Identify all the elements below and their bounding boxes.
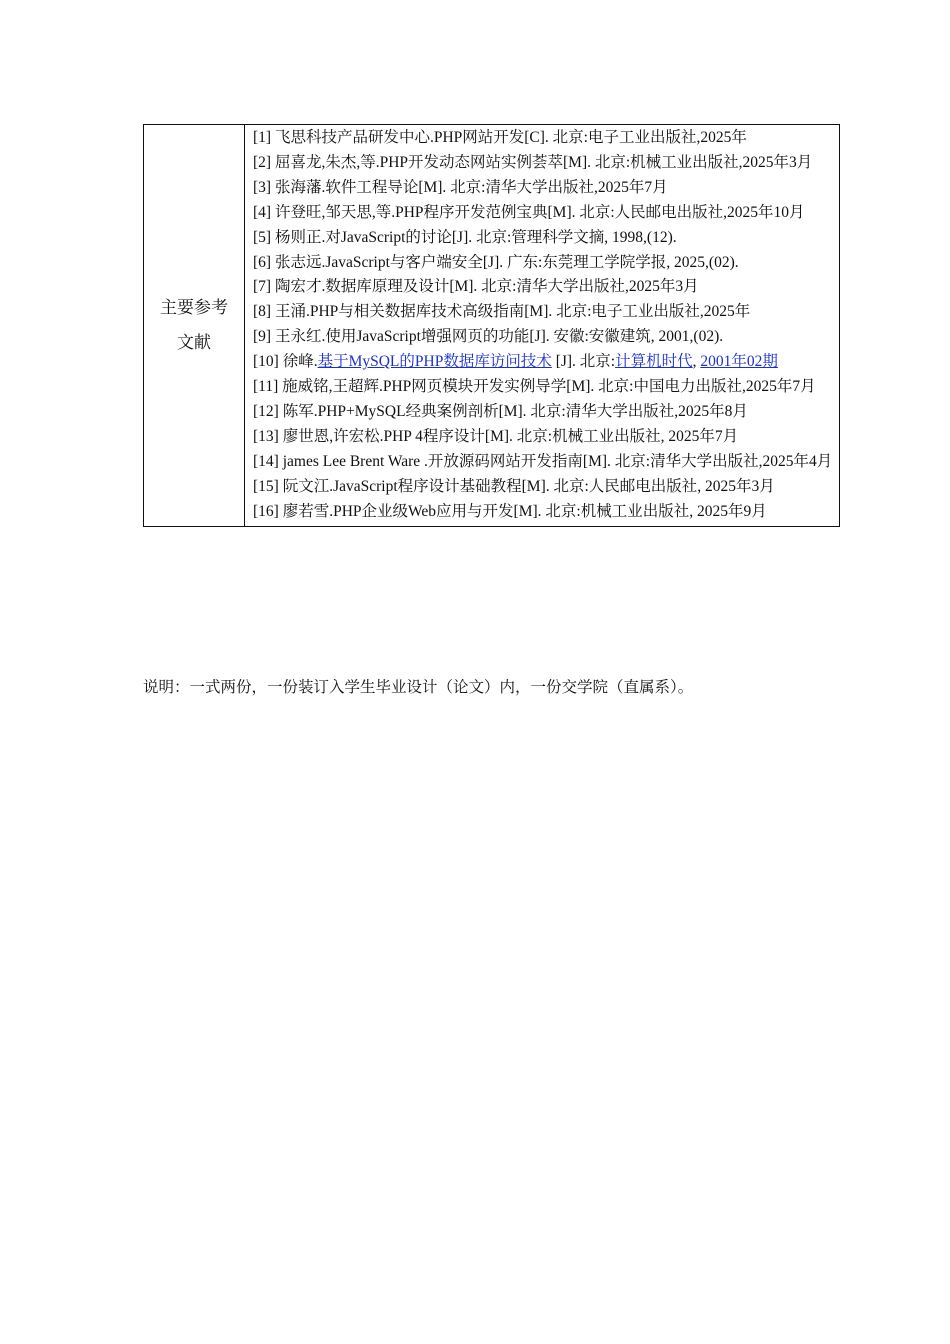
- reference-item: [13] 廖世恩,许宏松.PHP 4程序设计[M]. 北京:机械工业出版社, 2025年7月: [253, 427, 739, 445]
- reference-item: [3] 张海藩.软件工程导论[M]. 北京:清华大学出版社,2025年7月: [253, 178, 668, 196]
- reference-10-issue-link[interactable]: 2001年02期: [700, 353, 778, 371]
- references-row: [144, 125, 840, 527]
- reference-item: [5] 杨则正.对JavaScript的讨论[J]. 北京:管理科学文摘, 1998,(12).: [253, 228, 677, 246]
- references-label-cell: [144, 125, 245, 527]
- footnote-instructions: 说明：一式两份，一份装订入学生毕业设计（论文）内，一份交学院（直属系）。: [143, 679, 694, 696]
- reference-item: [12] 陈军.PHP+MySQL经典案例剖析[M]. 北京:清华大学出版社,2025年8月: [253, 402, 748, 420]
- reference-item: [2] 屈喜龙,朱杰,等.PHP开发动态网站实例荟萃[M]. 北京:机械工业出版社,2025年3月: [253, 153, 813, 171]
- references-label-line-1: 主要参考: [160, 298, 228, 318]
- reference-item: [9] 王永红.使用JavaScript增强网页的功能[J]. 安徽:安徽建筑, 2001,(02).: [253, 328, 724, 346]
- reference-item: [15] 阮文江.JavaScript程序设计基础教程[M]. 北京:人民邮电出版社, 2025年3月: [253, 477, 775, 495]
- reference-item: [7] 陶宏才.数据库原理及设计[M]. 北京:清华大学出版社,2025年3月: [253, 278, 699, 296]
- reference-item-10: [253, 350, 835, 375]
- reference-item: [16] 廖若雪.PHP企业级Web应用与开发[M]. 北京:机械工业出版社, 2025年9月: [253, 502, 767, 520]
- reference-item: [6] 张志远.JavaScript与客户端安全[J]. 广东:东莞理工学院学报, 2025,(02).: [253, 253, 739, 271]
- reference-item: [8] 王涌.PHP与相关数据库技术高级指南[M]. 北京:电子工业出版社,2025年: [253, 303, 751, 321]
- reference-10-comma: ,: [692, 353, 701, 371]
- reference-item: [1] 飞思科技产品研发中心.PHP网站开发[C]. 北京:电子工业出版社,2025年: [253, 129, 747, 146]
- reference-10-journal-link[interactable]: 计算机时代: [615, 353, 693, 371]
- references-table: [143, 124, 840, 527]
- reference-item: [11] 施威铭,王超辉.PHP网页模块开发实例导学[M]. 北京:中国电力出版社,2025年7月: [253, 378, 816, 396]
- reference-item: [4] 许登旺,邹天思,等.PHP程序开发范例宝典[M]. 北京:人民邮电出版社,2025年10月: [253, 203, 805, 221]
- reference-10-mid: [J]. 北京:: [551, 353, 616, 371]
- reference-item: [14] james Lee Brent Ware .开放源码网站开发指南[M]. 北京:清华大学出版社,2025年4月: [253, 452, 833, 470]
- reference-10-prefix: [10] 徐峰.: [253, 353, 318, 371]
- references-label-line-2: 文献: [177, 333, 211, 353]
- reference-10-title-link[interactable]: 基于MySQL的PHP数据库访问技术: [317, 353, 552, 371]
- references-list-cell: [245, 125, 840, 527]
